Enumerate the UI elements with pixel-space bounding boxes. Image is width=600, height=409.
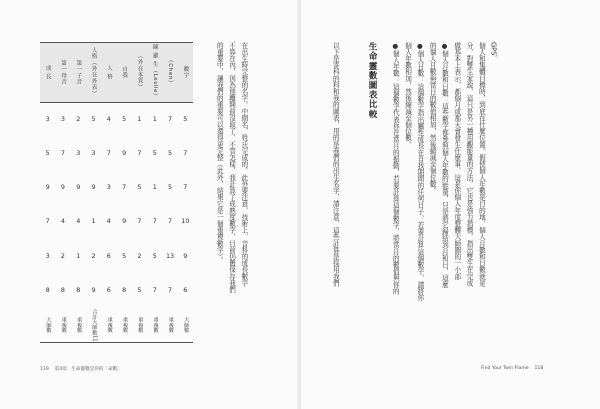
table-cell (55, 308, 70, 342)
table-cell-text: 重複數 (76, 317, 83, 333)
table-cell (40, 239, 55, 273)
table-cell-text: 2 (137, 251, 142, 260)
table-cell-text: 5 (137, 183, 142, 192)
table-header-text: 人 格 (105, 64, 112, 80)
table-column (86, 42, 101, 342)
table-cell-text: 7 (137, 148, 142, 157)
table-cell (40, 136, 55, 170)
table-cell-text: 7 (122, 183, 127, 192)
table-cell (147, 308, 162, 342)
table-cell (147, 205, 162, 239)
table-rule (40, 102, 193, 103)
table-cell (147, 171, 162, 205)
left-text-line: 的重要中，讓我們的重要可以還得更完整（此外，結果它是一個重複數字）。 (215, 42, 224, 264)
table-cell-text: 7 (137, 217, 142, 226)
table-cell (86, 136, 101, 170)
table-cell (55, 102, 70, 136)
right-text-line: 個人年數相加，然後縮減至個位數。 (403, 42, 412, 148)
table-header-cell (101, 42, 116, 102)
table-cell-text: 4 (106, 114, 111, 123)
table-cell-text: 9 (91, 183, 96, 192)
table-cell (71, 171, 86, 205)
table-cell-text: 9 (122, 148, 127, 157)
table-cell (132, 171, 147, 205)
table-header-cell (86, 42, 101, 102)
table-cell-text: 5 (183, 114, 188, 123)
table-header-text: （外在本質） (136, 53, 143, 91)
table-cell (117, 102, 132, 136)
table-cell-text: 8 (60, 286, 65, 295)
table-cell-text: 重複數 (152, 317, 159, 333)
left-text-line: 在出生時完整的名字。中間名，姓氏完成的。此外要注意，技術上，音科的成長數字 (239, 42, 248, 287)
table-cell (178, 308, 193, 342)
table-cell (147, 273, 162, 307)
table-cell-text: 2 (60, 251, 65, 260)
table-cell-text: 3 (91, 148, 96, 157)
table-cell-text: 9 (91, 286, 96, 295)
table-header-cell (55, 42, 70, 102)
table-column (132, 42, 147, 342)
table-cell (162, 136, 177, 170)
left-text-line: 不算在內，因為他離開前沒取了，不管怎樣，我計算了成熟度數字，目前仍舊保存我們 (227, 42, 236, 293)
table-cell (101, 136, 116, 170)
table-cell-text: 10 (181, 217, 190, 226)
table-cell-text: 3 (45, 114, 50, 123)
table-cell-text: 3 (45, 251, 50, 260)
table-column (101, 42, 116, 342)
table-cell-text: 1 (152, 114, 157, 123)
table-cell-text: 7 (45, 217, 50, 226)
table-cell (162, 239, 177, 273)
table-cell-text: 9 (183, 251, 188, 260)
table-cell-text: 3 (106, 183, 111, 192)
table-cell-text: 5 (168, 148, 173, 157)
numerology-table (40, 42, 193, 342)
table-header-cell (40, 42, 55, 102)
table-cell (132, 102, 147, 136)
table-cell-text: 8 (45, 286, 50, 295)
table-cell (40, 102, 55, 136)
table-cell (117, 205, 132, 239)
table-cell-text: 6 (106, 251, 111, 260)
table-cell (101, 273, 116, 307)
table-cell (71, 205, 86, 239)
table-header-cell (162, 42, 177, 102)
table-cell (40, 273, 55, 307)
table-cell (71, 308, 86, 342)
table-cell (178, 239, 193, 273)
table-cell-text: 重複數 (137, 317, 144, 333)
table-cell (101, 102, 116, 136)
table-cell-text: 7 (106, 148, 111, 157)
right-text-line: 個人和集體目標時，到底在什麼位置。假使個人年數是目的地，個人月數和日數就是 (477, 42, 486, 287)
table-cell (162, 308, 177, 342)
table-cell (86, 239, 101, 273)
table-cell (40, 308, 55, 342)
table-cell (86, 308, 101, 342)
table-header-text: （Chen） (167, 57, 174, 87)
table-cell (178, 171, 193, 205)
table-cell-text: 4 (106, 217, 111, 226)
table-cell-text: 9 (60, 183, 65, 192)
table-cell-text: 5 (168, 183, 173, 192)
table-cell (117, 171, 132, 205)
table-cell-text: 7 (152, 217, 157, 226)
table-cell-text: 5 (91, 114, 96, 123)
table-cell (132, 308, 147, 342)
table-header-cell (147, 42, 162, 102)
table-cell (132, 273, 147, 307)
table-column (117, 42, 132, 342)
table-column (55, 42, 70, 342)
table-cell (86, 205, 101, 239)
table-cell-text: 7 (183, 183, 188, 192)
right-text-line: GPS。 (489, 42, 498, 62)
table-cell-text: 9 (122, 217, 127, 226)
table-cell-text: 重複數 (167, 317, 174, 333)
table-cell (55, 239, 70, 273)
table-cell-text: 6 (183, 286, 188, 295)
left-page-number: 119 (40, 367, 49, 372)
table-cell-text: 5 (137, 286, 142, 295)
table-cell-text: 1 (152, 183, 157, 192)
table-cell (178, 205, 193, 239)
right-text-line: 以下是寄科的科和我的圖表，用的是我們的出生名字，請注意，這些計算是採用我們 (331, 42, 340, 287)
table-header-cell (71, 42, 86, 102)
table-cell (86, 273, 101, 307)
table-cell-text: 5 (152, 148, 157, 157)
table-cell (55, 171, 70, 205)
table-cell (71, 239, 86, 273)
table-header-cell (178, 42, 193, 102)
table-header-cell (132, 42, 147, 102)
table-cell-text: 7 (183, 148, 188, 157)
table-cell-text: 7 (152, 286, 157, 295)
table-cell (147, 136, 162, 170)
table-cell (162, 205, 177, 239)
table-header-text: 陳 羅 生（Leslie） (151, 44, 158, 100)
right-text-line: 做基本上表示，都個月或那天會發生什麼事，這是你個人年度整體大師圖的一小部 (452, 42, 461, 280)
table-cell-text: 5 (152, 251, 157, 260)
table-cell-text: 9 (45, 183, 50, 192)
table-header-text: 第一子音 (75, 59, 82, 85)
table-cell-text: 重複數 (106, 317, 113, 333)
table-cell-text: 重複數 (60, 317, 67, 333)
table-cell-text: 4 (60, 217, 65, 226)
table-column (71, 42, 86, 342)
table-cell-text: 8 (76, 286, 81, 295)
table-cell (40, 205, 55, 239)
table-cell (86, 102, 101, 136)
table-header-text: 數字 (182, 65, 189, 79)
left-running-head: 第4章：生命靈數是你的「命數」 (54, 367, 122, 372)
right-text-line: 分，對雙生家說，這只是另一種用觀能量的方法，它也是強力指標，指出雙生在完成 (465, 42, 474, 287)
table-cell-text: 6 (106, 286, 111, 295)
table-cell-text: 4 (76, 217, 81, 226)
table-cell-text: 重複數 (122, 317, 128, 333)
table-cell-text: 7 (168, 286, 173, 295)
table-column (40, 42, 55, 342)
right-body-text-main (389, 42, 500, 322)
table-cell (117, 239, 132, 273)
table-cell-text: 7 (168, 217, 173, 226)
table-cell (101, 171, 116, 205)
table-cell-text: 7 (60, 148, 65, 157)
table-cell-text: 5 (45, 148, 50, 157)
table-header-text: 自我 (121, 65, 128, 79)
right-running-head: Find Your Twin Flame (481, 366, 529, 371)
table-cell-text: 5 (122, 114, 127, 123)
table-cell (132, 136, 147, 170)
table-cell-text: 大師數 (45, 317, 52, 333)
table-header-text: 人格（外在外表） (90, 47, 97, 97)
table-cell-text: 合計大師數11 (91, 308, 98, 342)
left-body-text (213, 42, 250, 322)
table-column (147, 42, 162, 342)
right-text-line: 的個人月數與當日的數值相加，然後縮減至個位數。 (428, 42, 437, 194)
table-cell (86, 171, 101, 205)
right-page (301, 0, 600, 409)
table-cell (55, 273, 70, 307)
table-cell (132, 239, 147, 273)
right-footer (481, 366, 543, 371)
table-column (178, 42, 193, 342)
table-cell-text: 2 (76, 114, 81, 123)
table-cell (71, 102, 86, 136)
table-cell (178, 273, 193, 307)
right-text-line: ●個人年數：這個數字代表你在當月的振動，若要計算這個數字，將當月的數值與你的 (391, 42, 400, 295)
table-cell-text: 3 (76, 148, 81, 157)
section-heading: 生命靈數圖表比較 (367, 42, 377, 119)
table-header-text: 第一母音 (60, 59, 67, 85)
table-cell (101, 205, 116, 239)
table-cell (55, 136, 70, 170)
table-cell-text: 2 (91, 251, 96, 260)
table-cell-text: 5 (122, 251, 127, 260)
table-cell (117, 273, 132, 307)
table-cell (178, 136, 193, 170)
table-cell (71, 136, 86, 170)
table-cell (101, 239, 116, 273)
table-cell (117, 308, 132, 342)
table-cell-text: 3 (60, 114, 65, 123)
table-cell-text: 9 (76, 183, 81, 192)
left-page (0, 0, 299, 409)
table-rule (40, 42, 193, 43)
table-header-cell (117, 42, 132, 102)
table-cell (147, 102, 162, 136)
table-cell (101, 308, 116, 342)
table-cell-text: 8 (122, 286, 127, 295)
table-cell (162, 171, 177, 205)
table-cell (71, 273, 86, 307)
table-rule (40, 342, 193, 343)
table-cell (40, 171, 55, 205)
table-column (162, 42, 177, 342)
table-cell-text: 7 (168, 114, 173, 123)
right-page-number: 118 (534, 366, 544, 371)
table-cell (162, 273, 177, 307)
table-cell (55, 205, 70, 239)
table-cell (132, 205, 147, 239)
table-cell-text: 大師數 (183, 317, 190, 333)
right-text-line: ●個人日數：這個數字指出屬性成長在自我期間的任何日子，若要計算這個數字，請將你 (415, 42, 424, 301)
table-cell (147, 239, 162, 273)
right-text-line: ●個人月數和日數：這些數字都參照個人年數的能量，只是將它歸結到月和日，這麼 (440, 42, 449, 288)
right-body-text (329, 42, 341, 322)
table-cell-text: 1 (91, 217, 96, 226)
table-cell-text: 1 (76, 251, 81, 260)
table-cell (162, 102, 177, 136)
table-cell-text: 1 (137, 114, 142, 123)
table-cell (117, 136, 132, 170)
table-cell-text: 13 (165, 251, 175, 260)
table-header-text: 成 長 (44, 64, 51, 80)
left-footer (40, 366, 122, 372)
table-cell (178, 102, 193, 136)
